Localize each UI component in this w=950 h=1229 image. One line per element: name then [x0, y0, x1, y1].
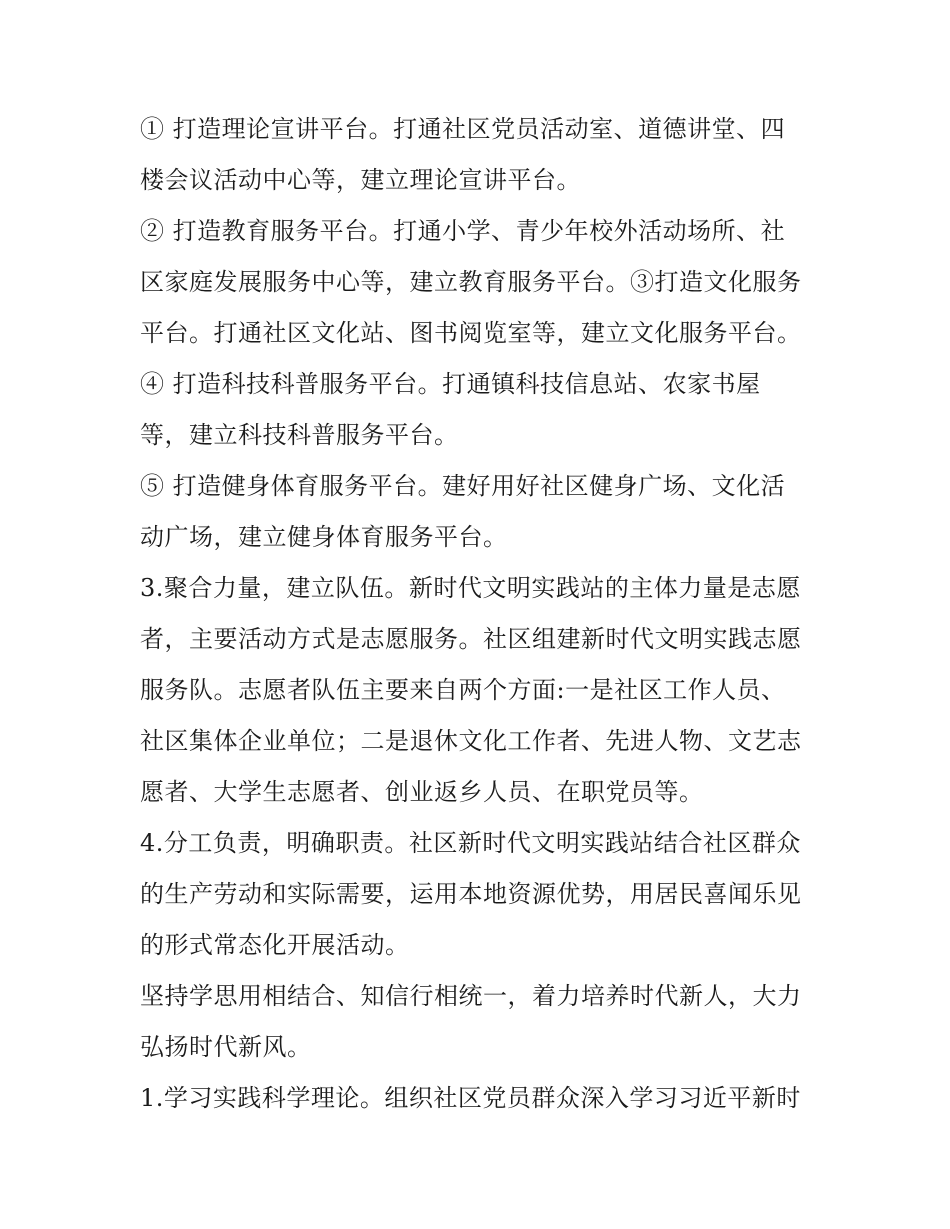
text-line: 社区集体企业单位；二是退休文化工作者、先进人物、文艺志 [140, 727, 802, 755]
text-line: 的形式常态化开展活动。 [140, 931, 410, 959]
text-line: 楼会议活动中心等，建立理论宣讲平台。 [140, 166, 581, 194]
text-line: 区家庭发展服务中心等，建立教育服务平台。③打造文化服务 [140, 268, 802, 296]
text-line: ④ 打造科技科普服务平台。打通镇科技信息站、农家书屋 [140, 370, 761, 398]
text-line: 坚持学思用相结合、知信行相统一，着力培养时代新人，大力 [140, 982, 802, 1010]
text-line: 愿者、大学生志愿者、创业返乡人员、在职党员等。 [140, 778, 704, 806]
text-line: 3.聚合力量，建立队伍。新时代文明实践站的主体力量是志愿 [140, 574, 801, 602]
text-line: 动广场，建立健身体育服务平台。 [140, 523, 508, 551]
text-line: 平台。打通社区文化站、图书阅览室等，建立文化服务平台。 [140, 319, 802, 347]
text-line: 的生产劳动和实际需要，运用本地资源优势，用居民喜闻乐见 [140, 880, 802, 908]
text-line: 者，主要活动方式是志愿服务。社区组建新时代文明实践志愿 [140, 625, 802, 653]
text-line: ① 打造理论宣讲平台。打通社区党员活动室、道德讲堂、四 [140, 115, 786, 143]
text-line: 服务队。志愿者队伍主要来自两个方面:一是社区工作人员、 [140, 676, 786, 704]
text-line: 等，建立科技科普服务平台。 [140, 421, 459, 449]
text-line: 4.分工负责，明确职责。社区新时代文明实践站结合社区群众 [140, 829, 801, 857]
text-line: 弘扬时代新风。 [140, 1033, 312, 1061]
document-body [140, 104, 820, 1124]
text-line: ⑤ 打造健身体育服务平台。建好用好社区健身广场、文化活 [140, 472, 786, 500]
text-line: 1.学习实践科学理论。组织社区党员群众深入学习习近平新时 [140, 1084, 801, 1112]
text-line: ② 打造教育服务平台。打通小学、青少年校外活动场所、社 [140, 217, 786, 245]
